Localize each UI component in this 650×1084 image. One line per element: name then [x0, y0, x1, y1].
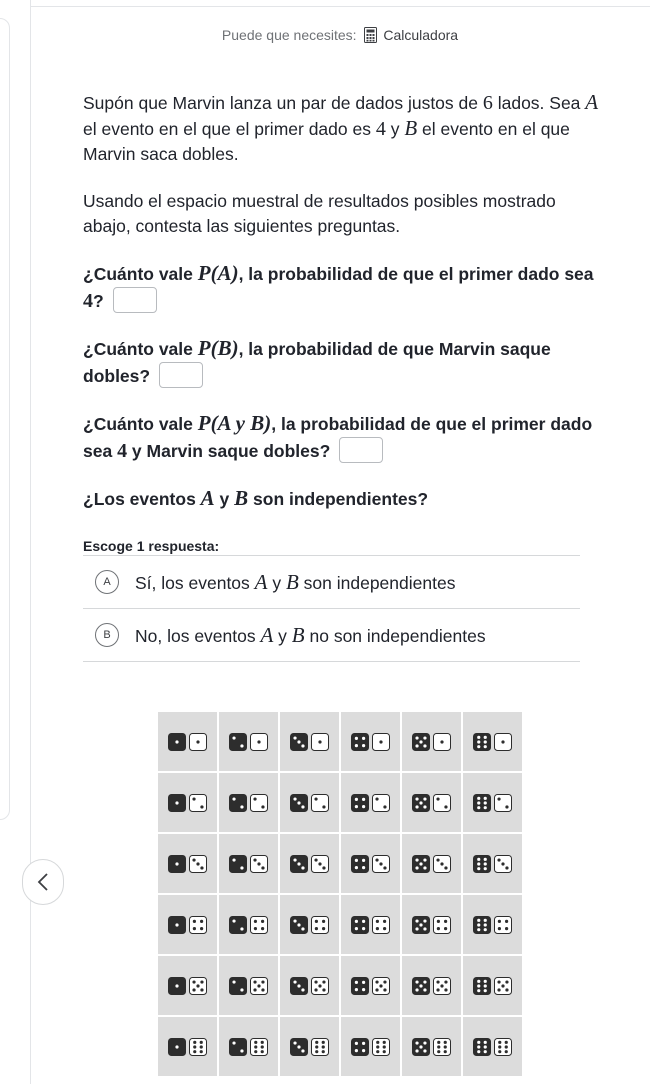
back-button[interactable] — [22, 859, 64, 905]
white-die-1-icon — [494, 733, 512, 751]
outcome-cell-2-4 — [219, 895, 278, 954]
outcome-cell-2-2 — [219, 773, 278, 832]
white-die-5-icon — [433, 977, 451, 995]
q3-text-1: ¿Cuánto vale — [83, 414, 198, 434]
q3-math: P(A y B) — [197, 411, 272, 435]
white-die-5-icon — [250, 977, 268, 995]
black-die-3-icon — [290, 794, 308, 812]
white-die-6-icon — [372, 1038, 390, 1056]
outcome-cell-2-3 — [219, 834, 278, 893]
choice-a-letter: A — [95, 570, 119, 594]
rail-card — [0, 18, 10, 820]
white-die-6-icon — [433, 1038, 451, 1056]
q4-event-a: A — [200, 486, 215, 510]
black-die-5-icon — [412, 977, 430, 995]
black-die-2-icon — [229, 916, 247, 934]
problem-instructions: Usando el espacio muestral de resultados posibles mostrado abajo, contesta las siguientes preguntas. — [83, 191, 556, 236]
black-die-3-icon — [290, 977, 308, 995]
choice-a-label: Sí, los eventos A y B son independientes — [135, 569, 456, 594]
intro-text-3: el evento en el que el primer dado es — [83, 119, 376, 139]
black-die-1-icon — [168, 855, 186, 873]
outcome-cell-1-1 — [158, 712, 217, 771]
white-die-6-icon — [311, 1038, 329, 1056]
white-die-1-icon — [433, 733, 451, 751]
outcome-cell-6-1 — [463, 712, 522, 771]
black-die-1-icon — [168, 1038, 186, 1056]
black-die-6-icon — [473, 977, 491, 995]
question-3 — [83, 411, 603, 464]
outcome-cell-1-2 — [158, 773, 217, 832]
outcome-cell-2-1 — [219, 712, 278, 771]
black-die-6-icon — [473, 733, 491, 751]
outcome-cell-5-1 — [402, 712, 461, 771]
outcome-cell-6-2 — [463, 773, 522, 832]
q1-text-3: ? — [93, 291, 104, 311]
helper-prefix: Puede que necesites: — [221, 27, 357, 43]
white-die-1-icon — [372, 733, 390, 751]
white-die-4-icon — [311, 916, 329, 934]
white-die-4-icon — [494, 916, 512, 934]
outcome-cell-6-4 — [463, 895, 522, 954]
answer-input-2[interactable] — [159, 362, 203, 388]
q1-math: P(A) — [197, 261, 239, 285]
outcome-cell-3-3 — [280, 834, 339, 893]
outcome-cell-1-5 — [158, 956, 217, 1015]
q4-text-3: son independientes? — [248, 489, 429, 509]
outcome-cell-5-6 — [402, 1017, 461, 1076]
black-die-1-icon — [168, 794, 186, 812]
white-die-2-icon — [494, 794, 512, 812]
outcome-cell-5-3 — [402, 834, 461, 893]
white-die-2-icon — [372, 794, 390, 812]
black-die-2-icon — [229, 733, 247, 751]
calculator-icon — [364, 27, 377, 43]
choice-b-label: No, los eventos A y B no son independientes — [135, 622, 486, 647]
white-die-5-icon — [311, 977, 329, 995]
event-a-symbol: A — [585, 90, 599, 114]
white-die-4-icon — [433, 916, 451, 934]
black-die-2-icon — [229, 855, 247, 873]
white-die-5-icon — [189, 977, 207, 995]
outcome-cell-6-3 — [463, 834, 522, 893]
outcome-cell-3-5 — [280, 956, 339, 1015]
black-die-6-icon — [473, 855, 491, 873]
black-die-4-icon — [351, 1038, 369, 1056]
problem-content — [83, 90, 603, 581]
outcome-cell-1-6 — [158, 1017, 217, 1076]
q1-number-4: 4 — [83, 290, 93, 312]
black-die-4-icon — [351, 794, 369, 812]
white-die-4-icon — [250, 916, 268, 934]
problem-intro — [83, 90, 603, 167]
black-die-3-icon — [290, 733, 308, 751]
outcome-cell-5-4 — [402, 895, 461, 954]
intro-text-1: Supón que Marvin lanza un par de dados justos de — [83, 93, 483, 113]
q3-number-4: 4 — [117, 440, 128, 462]
outcome-cell-1-3 — [158, 834, 217, 893]
white-die-5-icon — [494, 977, 512, 995]
outcome-cell-4-1 — [341, 712, 400, 771]
q2-math: P(B) — [197, 336, 239, 360]
top-divider — [30, 6, 650, 7]
answer-choices — [83, 555, 580, 662]
outcome-cell-1-4 — [158, 895, 217, 954]
outcome-cell-3-6 — [280, 1017, 339, 1076]
black-die-3-icon — [290, 916, 308, 934]
intro-text-4: y — [385, 119, 405, 139]
q2-text-1: ¿Cuánto vale — [83, 339, 198, 359]
white-die-3-icon — [372, 855, 390, 873]
question-2 — [83, 336, 603, 389]
white-die-6-icon — [189, 1038, 207, 1056]
black-die-2-icon — [229, 1038, 247, 1056]
white-die-6-icon — [250, 1038, 268, 1056]
black-die-1-icon — [168, 977, 186, 995]
outcome-cell-3-2 — [280, 773, 339, 832]
white-die-3-icon — [433, 855, 451, 873]
sample-space-grid — [158, 712, 522, 1076]
white-die-3-icon — [250, 855, 268, 873]
q2-text-2: , la probabilidad de que Marvin saque dobles? — [83, 339, 551, 386]
black-die-1-icon — [168, 733, 186, 751]
white-die-5-icon — [372, 977, 390, 995]
outcome-cell-3-1 — [280, 712, 339, 771]
black-die-2-icon — [229, 977, 247, 995]
calculator-link[interactable]: Calculadora — [383, 27, 459, 43]
outcome-cell-4-2 — [341, 773, 400, 832]
black-die-4-icon — [351, 977, 369, 995]
black-die-5-icon — [412, 794, 430, 812]
choice-b[interactable] — [83, 608, 580, 662]
q1-text-1: ¿Cuánto vale — [83, 264, 198, 284]
white-die-2-icon — [189, 794, 207, 812]
outcome-cell-2-6 — [219, 1017, 278, 1076]
black-die-5-icon — [412, 855, 430, 873]
intro-number-6: 6 — [482, 92, 493, 114]
intro-number-4: 4 — [375, 118, 386, 140]
intro-text-5: el evento en el que Marvin saca dobles. — [83, 119, 570, 164]
white-die-1-icon — [250, 733, 268, 751]
chevron-left-icon — [36, 872, 50, 892]
outcome-cell-4-3 — [341, 834, 400, 893]
white-die-2-icon — [433, 794, 451, 812]
white-die-4-icon — [372, 916, 390, 934]
black-die-5-icon — [412, 733, 430, 751]
q3-text-3: y Marvin saque dobles? — [127, 441, 331, 461]
q4-text-2: y — [214, 489, 235, 509]
question-1 — [83, 261, 603, 314]
choice-a[interactable] — [83, 555, 580, 608]
black-die-5-icon — [412, 916, 430, 934]
helper-line — [0, 27, 650, 43]
outcome-cell-2-5 — [219, 956, 278, 1015]
white-die-3-icon — [189, 855, 207, 873]
q3-text-2: , la probabilidad de que el primer dado sea — [83, 414, 593, 461]
black-die-3-icon — [290, 855, 308, 873]
white-die-2-icon — [311, 794, 329, 812]
intro-text-2: lados. Sea — [492, 93, 586, 113]
black-die-6-icon — [473, 794, 491, 812]
black-die-4-icon — [351, 916, 369, 934]
choose-one-label: Escoge 1 respuesta: — [83, 538, 220, 554]
outcome-cell-6-5 — [463, 956, 522, 1015]
black-die-6-icon — [473, 1038, 491, 1056]
black-die-6-icon — [473, 916, 491, 934]
choice-b-letter: B — [95, 623, 119, 647]
outcome-cell-5-5 — [402, 956, 461, 1015]
white-die-3-icon — [494, 855, 512, 873]
outcome-cell-4-5 — [341, 956, 400, 1015]
black-die-5-icon — [412, 1038, 430, 1056]
outcome-cell-4-6 — [341, 1017, 400, 1076]
question-4 — [83, 486, 603, 512]
left-rail — [0, 0, 31, 1084]
outcome-cell-5-2 — [402, 773, 461, 832]
white-die-3-icon — [311, 855, 329, 873]
white-die-1-icon — [311, 733, 329, 751]
white-die-1-icon — [189, 733, 207, 751]
outcome-cell-6-6 — [463, 1017, 522, 1076]
white-die-2-icon — [250, 794, 268, 812]
answer-input-3[interactable] — [339, 437, 383, 463]
q4-text-1: ¿Los eventos — [83, 489, 201, 509]
q1-text-2: , la probabilidad de que el primer dado sea — [238, 264, 594, 284]
black-die-2-icon — [229, 794, 247, 812]
outcome-cell-3-4 — [280, 895, 339, 954]
white-die-6-icon — [494, 1038, 512, 1056]
black-die-4-icon — [351, 733, 369, 751]
q4-event-b: B — [234, 486, 249, 510]
black-die-4-icon — [351, 855, 369, 873]
black-die-3-icon — [290, 1038, 308, 1056]
answer-input-1[interactable] — [113, 287, 157, 313]
white-die-4-icon — [189, 916, 207, 934]
event-b-symbol: B — [404, 116, 418, 140]
black-die-1-icon — [168, 916, 186, 934]
outcome-cell-4-4 — [341, 895, 400, 954]
